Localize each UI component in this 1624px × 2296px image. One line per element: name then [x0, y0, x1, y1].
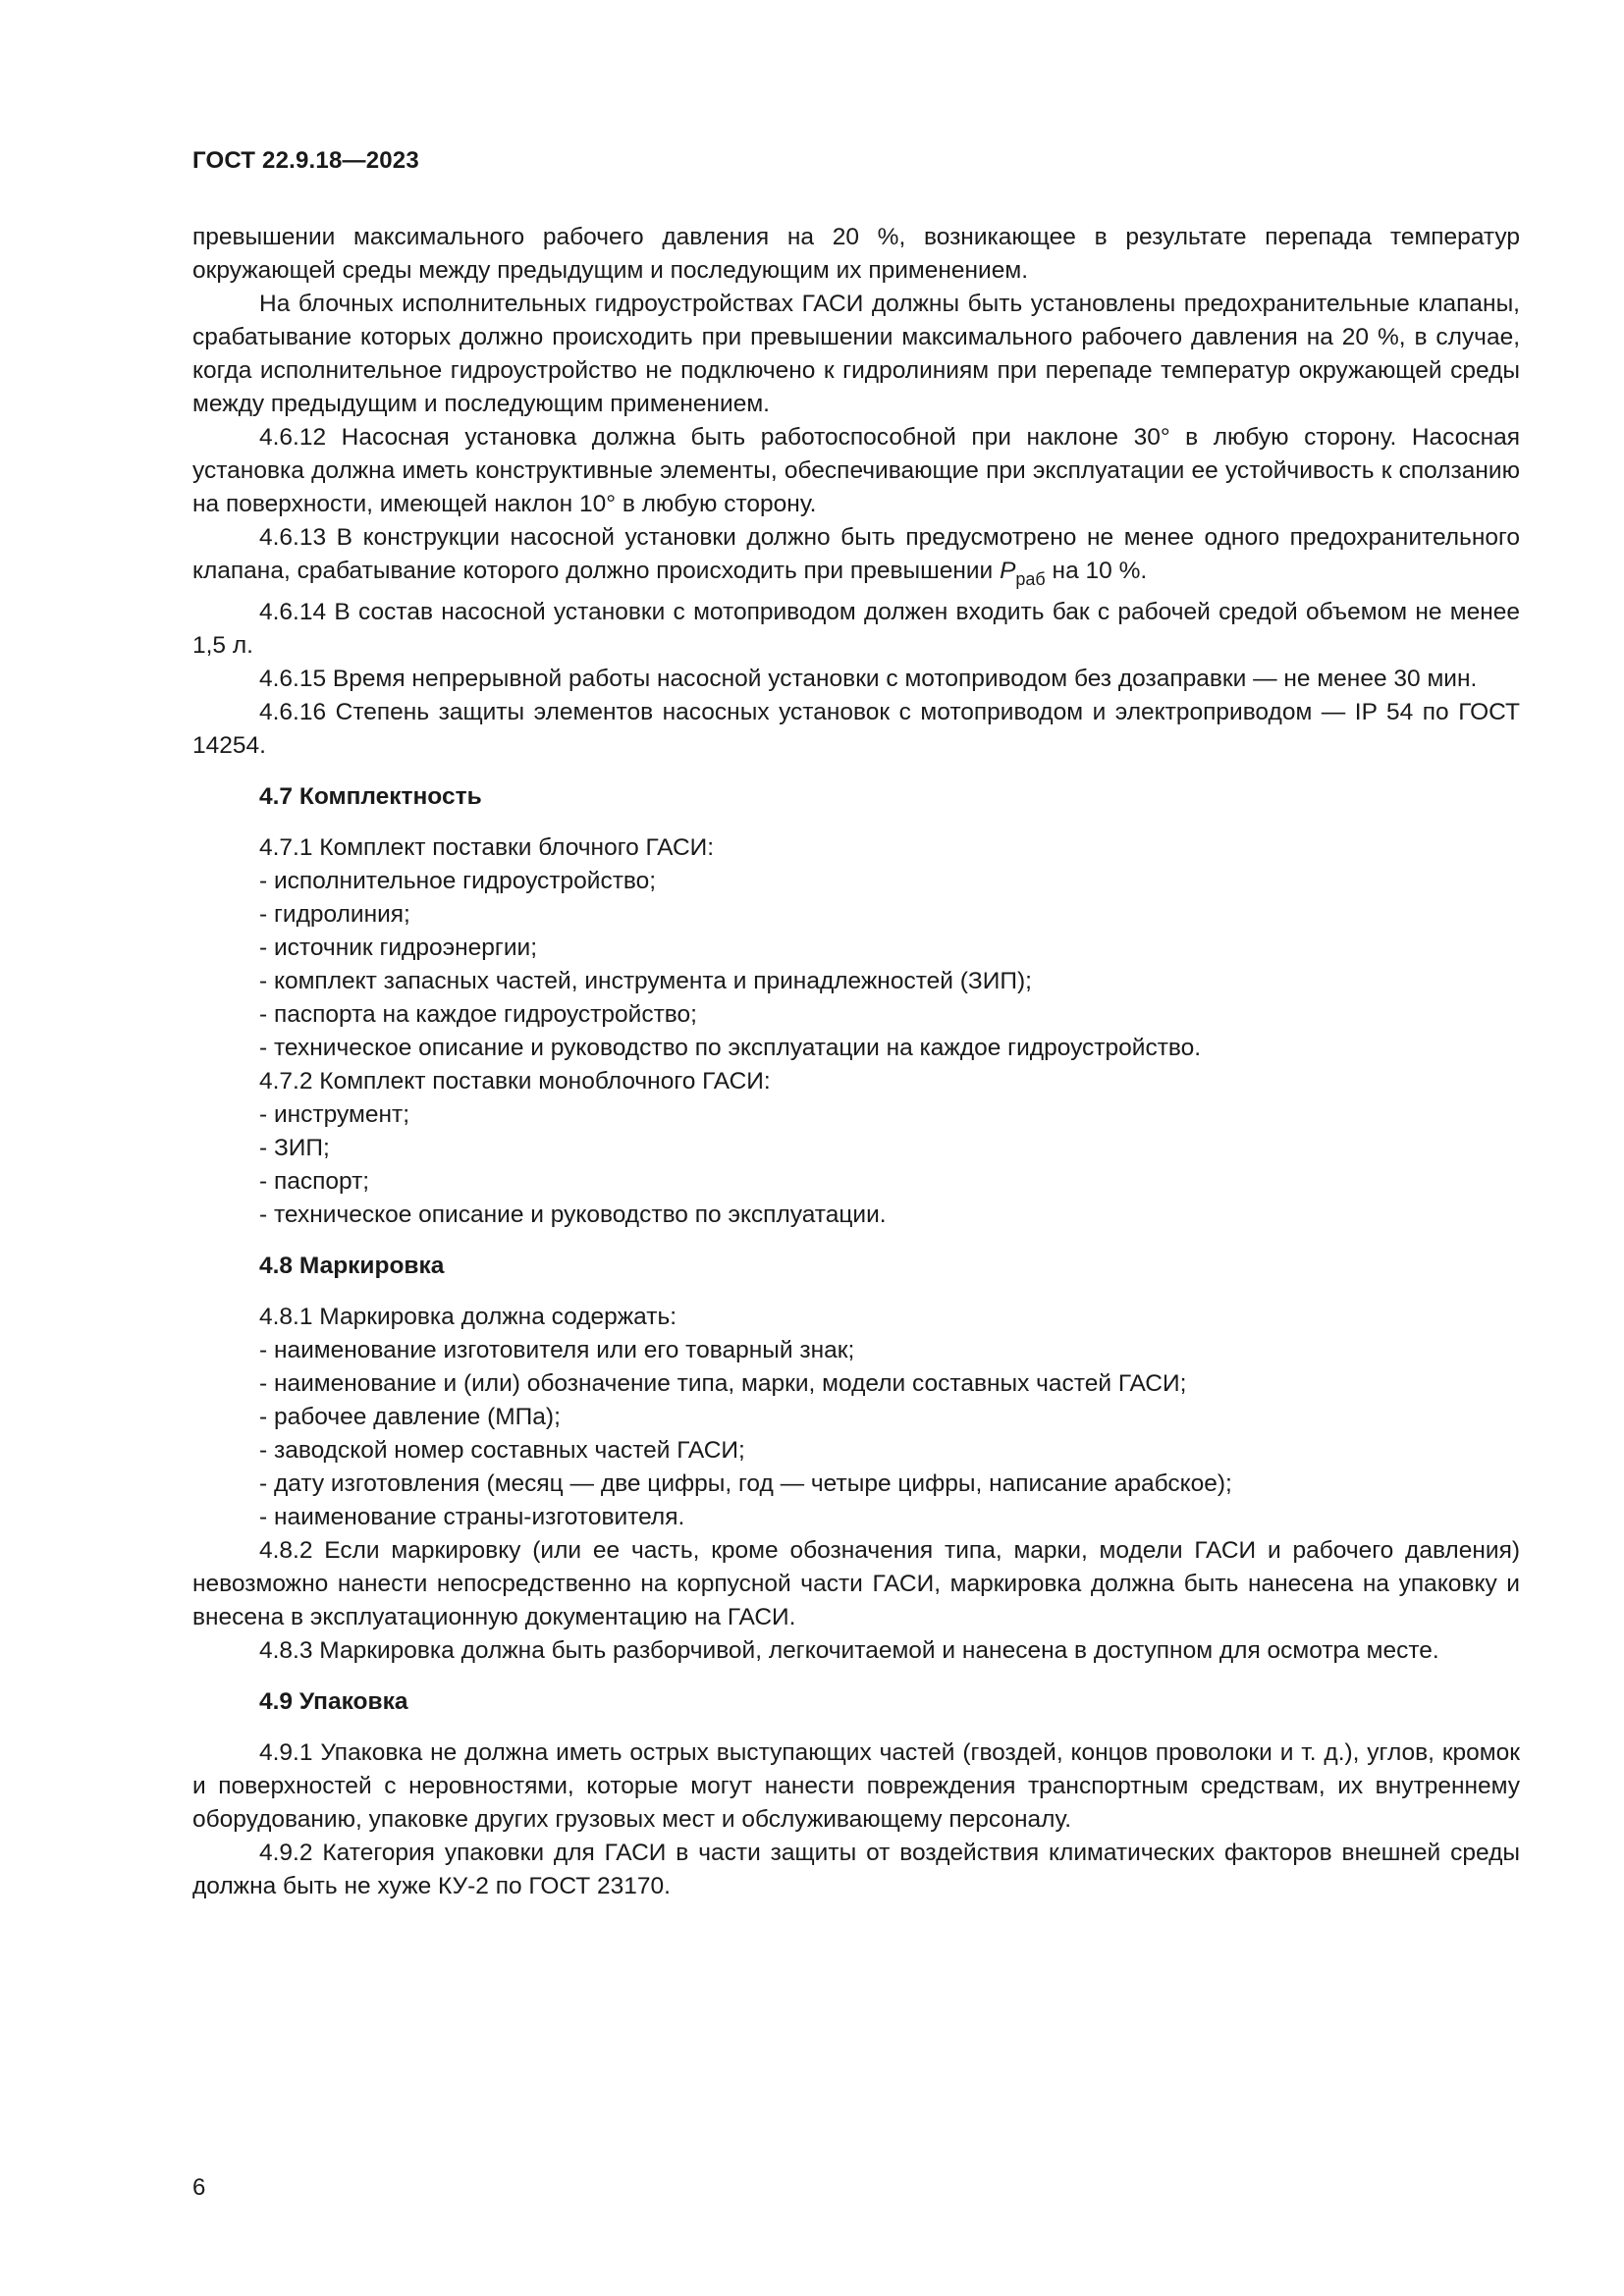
list-item: - инструмент; [259, 1101, 410, 1128]
paragraph-4-6-13 [192, 521, 1520, 596]
list-item: - наименование и (или) обозначение типа, марки, модели составных частей ГАСИ; [259, 1370, 1187, 1397]
list-item: - исполнительное гидроустройство; [259, 868, 657, 894]
list-item: - техническое описание и руководство по эксплуатации на каждое гидроустройство. [259, 1035, 1202, 1061]
list-item: - паспорт; [259, 1168, 370, 1195]
paragraph-relief-valves: На блочных исполнительных гидроустройствах ГАСИ должны быть установлены предохранительные клапаны, срабатывание которых должно происходить при превышении максимального рабочего давления на 20 %, в случае, когда исполнительное гидроустройство не подключено к гидролиниям при перепаде температур окружающей среды между предыдущим и последующим применением. [192, 291, 1520, 417]
list-item: - рабочее давление (МПа); [259, 1404, 561, 1430]
section-heading-4-9: 4.9 Упаковка [259, 1688, 408, 1715]
list-item: - дату изготовления (месяц — две цифры, год — четыре цифры, написание арабское); [259, 1470, 1232, 1497]
paragraph-4-6-14: 4.6.14 В состав насосной установки с мотоприводом должен входить бак с рабочей средой объемом не менее 1,5 л. [192, 599, 1520, 659]
list-item: - гидролиния; [259, 901, 410, 928]
paragraph-4-7-1: 4.7.1 Комплект поставки блочного ГАСИ: [259, 834, 715, 861]
paragraph-4-8-3: 4.8.3 Маркировка должна быть разборчивой, легкочитаемой и нанесена в доступном для осмотра месте. [259, 1637, 1439, 1664]
document-header: ГОСТ 22.9.18—2023 [192, 147, 419, 174]
paragraph-4-6-12: 4.6.12 Насосная установка должна быть работоспособной при наклоне 30° в любую сторону. Насосная установка должна иметь конструктивные элементы, обеспечивающие при эксплуатации ее устойчивость к сползанию на поверхности, имеющей наклон 10° в любую сторону. [192, 424, 1520, 517]
pressure-subscript: раб [1015, 569, 1046, 589]
paragraph-4-7-2: 4.7.2 Комплект поставки моноблочного ГАСИ: [259, 1068, 771, 1095]
list-item: - комплект запасных частей, инструмента и принадлежностей (ЗИП); [259, 968, 1032, 994]
list-item: - техническое описание и руководство по эксплуатации. [259, 1201, 887, 1228]
page-number: 6 [192, 2174, 206, 2201]
paragraph-4-6-13-text-a: 4.6.13 В конструкции насосной установки должно быть предусмотрено не менее одного предохранительного клапана, срабатывание которого должно происходить при превышении [192, 524, 1520, 584]
list-item: - наименование страны-изготовителя. [259, 1504, 685, 1530]
document-body [192, 221, 1520, 1903]
paragraph-4-6-13-text-b: на 10 %. [1045, 558, 1148, 584]
list-item: - ЗИП; [259, 1135, 330, 1161]
list-item: - наименование изготовителя или его товарный знак; [259, 1337, 855, 1363]
paragraph-4-8-1: 4.8.1 Маркировка должна содержать: [259, 1304, 677, 1330]
paragraph-4-9-1: 4.9.1 Упаковка не должна иметь острых выступающих частей (гвоздей, концов проволоки и т. д.), углов, кромок и поверхностей с неровностями, которые могут нанести повреждения транспортным средствам, их внутреннему оборудованию, упаковке других грузовых мест и обслуживающему персоналу. [192, 1739, 1520, 1833]
paragraph-4-6-15: 4.6.15 Время непрерывной работы насосной установки с мотоприводом без дозаправки — не менее 30 мин. [259, 666, 1478, 692]
paragraph-4-8-2: 4.8.2 Если маркировку (или ее часть, кроме обозначения типа, марки, модели ГАСИ и рабочего давления) невозможно нанести непосредственно на корпусной части ГАСИ, маркировка должна быть нанесена на упаковку и внесена в эксплуатационную документацию на ГАСИ. [192, 1537, 1520, 1630]
paragraph-4-9-2: 4.9.2 Категория упаковки для ГАСИ в части защиты от воздействия климатических факторов внешней среды должна быть не хуже КУ-2 по ГОСТ 23170. [192, 1840, 1520, 1899]
pressure-symbol: Р [1000, 558, 1016, 584]
list-item: - источник гидроэнергии; [259, 934, 538, 961]
paragraph-4-6-16: 4.6.16 Степень защиты элементов насосных установок с мотоприводом и электроприводом — IP 54 по ГОСТ 14254. [192, 699, 1520, 759]
list-item: - заводской номер составных частей ГАСИ; [259, 1437, 745, 1464]
section-heading-4-7: 4.7 Комплектность [259, 783, 482, 810]
list-item: - паспорта на каждое гидроустройство; [259, 1001, 697, 1028]
section-heading-4-8: 4.8 Маркировка [259, 1253, 445, 1279]
paragraph-continuation: превышении максимального рабочего давления на 20 %, возникающее в результате перепада температур окружающей среды между предыдущим и последующим их применением. [192, 224, 1520, 284]
